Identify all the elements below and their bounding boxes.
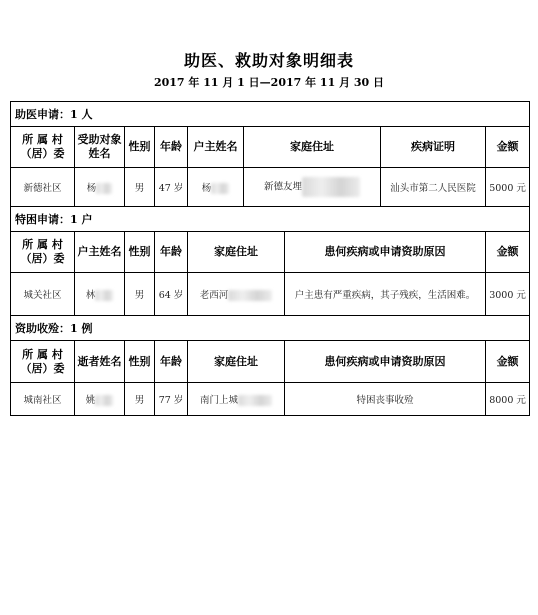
cell-illness-proof: 汕头市第二人民医院 (381, 168, 486, 207)
cell-address: 新德友埋 (244, 168, 381, 207)
table-row (11, 168, 530, 207)
header-householder: 户主姓名 (188, 127, 244, 168)
header-recipient-name: 受助对象姓名 (75, 127, 125, 168)
header-address: 家庭住址 (244, 127, 381, 168)
header-gender: 性别 (125, 341, 155, 383)
cell-age: 77 岁 (155, 383, 188, 416)
cell-age: 64 岁 (155, 273, 188, 316)
document-period: 2017 年 11 月 1 日—2017 年 11 月 30 日 (153, 76, 385, 89)
section-label: 助医申请：1 人 (11, 102, 530, 127)
cell-gender: 男 (125, 383, 155, 416)
header-illness-proof: 疾病证明 (381, 127, 486, 168)
cell-community: 城关社区 (11, 273, 75, 316)
cell-gender: 男 (125, 273, 155, 316)
cell-reason: 特困丧事收殓 (285, 383, 486, 416)
cell-community: 新德社区 (11, 168, 75, 207)
detail-table (10, 101, 530, 416)
cell-address: 南门上城 (188, 383, 285, 416)
section-medical-aid (11, 102, 530, 127)
header-address: 家庭住址 (188, 232, 285, 273)
header-reason: 患何疾病或申请资助原因 (285, 232, 486, 273)
section-label: 资助收殓：1 例 (11, 316, 530, 341)
header-age: 年龄 (155, 232, 188, 273)
cell-gender: 男 (125, 168, 155, 207)
header-community: 所 属 村（居）委 (11, 232, 75, 273)
table-row (11, 273, 530, 316)
header-community: 所 属 村（居）委 (11, 127, 75, 168)
cell-amount: 8000 元 (486, 383, 530, 416)
header-age: 年龄 (155, 127, 188, 168)
table-header-row (11, 232, 530, 273)
header-community: 所 属 村（居）委 (11, 341, 75, 383)
header-householder: 户主姓名 (75, 232, 125, 273)
cell-amount: 5000 元 (486, 168, 530, 207)
header-amount: 金额 (486, 341, 530, 383)
table-header-row (11, 341, 530, 383)
section-label: 特困申请：1 户 (11, 207, 530, 232)
cell-householder: 杨 (188, 168, 244, 207)
table-row (11, 383, 530, 416)
document-title: 助医、救助对象明细表 (183, 51, 354, 70)
header-address: 家庭住址 (188, 341, 285, 383)
cell-address: 老西河 (188, 273, 285, 316)
table-header-row (11, 127, 530, 168)
section-poverty-aid (11, 207, 530, 232)
header-gender: 性别 (125, 127, 155, 168)
cell-reason: 户主患有严重疾病，其子残疾，生活困难。 (285, 273, 486, 316)
cell-age: 47 岁 (155, 168, 188, 207)
header-amount: 金额 (486, 232, 530, 273)
header-deceased-name: 逝者姓名 (75, 341, 125, 383)
cell-name: 杨 (75, 168, 125, 207)
cell-community: 城南社区 (11, 383, 75, 416)
section-funeral-aid (11, 316, 530, 341)
header-gender: 性别 (125, 232, 155, 273)
cell-name: 林 (75, 273, 125, 316)
header-amount: 金额 (486, 127, 530, 168)
header-reason: 患何疾病或申请资助原因 (285, 341, 486, 383)
cell-amount: 3000 元 (486, 273, 530, 316)
cell-name: 姚 (75, 383, 125, 416)
header-age: 年龄 (155, 341, 188, 383)
